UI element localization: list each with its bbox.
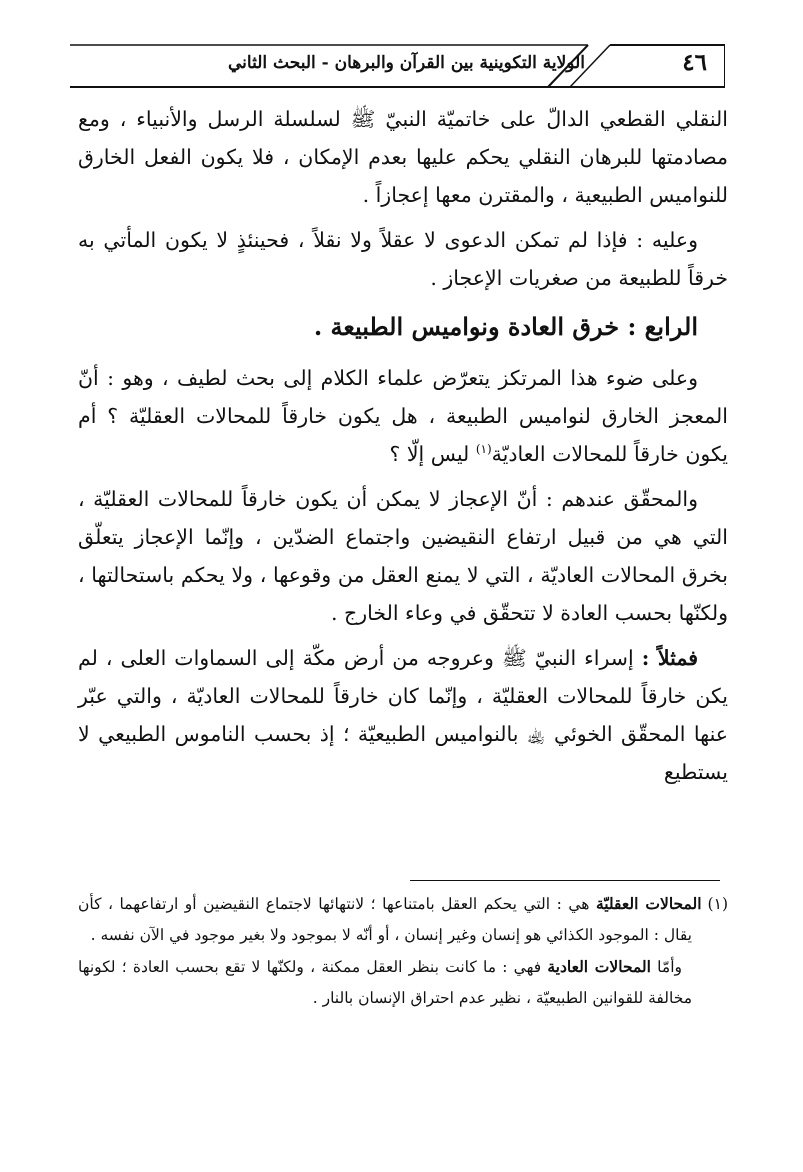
- footnote-marker: (١): [707, 895, 728, 913]
- footnote-term-ordinary: المحالات العادية: [547, 957, 651, 976]
- paragraph-5: [78, 639, 728, 791]
- page-header: [70, 41, 725, 91]
- footnote-term-rational: المحالات العقليّة: [595, 894, 702, 913]
- footnote-reference: (١): [475, 442, 492, 457]
- footnote-2-text: فهي : ما كانت بنظر العقل ممكنة ، ولكنّها لا تقع بحسب العادة ؛ لكونها مخالفة للقوانين الطبيعيّة ، نظير عدم احتراق الإنسان بالنار .: [78, 958, 692, 1007]
- paragraph-1: النقلي القطعي الدالّ على خاتميّة النبيّ ﷺ لسلسلة الرسل والأنبياء ، ومع مصادمتها للبرهان النقلي يحكم عليها بعدم الإمكان ، فلا يكون الفعل الخارق للنواميس الطبيعية ، والمقترن معها إعجازاً .: [78, 107, 728, 207]
- section-heading: الرابع : خرق العادة ونواميس الطبيعة .: [313, 312, 698, 341]
- paragraph-2: وعليه : فإذا لم تمكن الدعوى لا عقلاً ولا نقلاً ، فحينئذٍ لا يكون المأتي به خرقاً للطبيعة من صغريات الإعجاز .: [78, 228, 728, 290]
- main-text: [78, 100, 728, 798]
- paragraph-3-text: وعلى ضوء هذا المرتكز يتعرّض علماء الكلام إلى بحث لطيف ، وهو : أنّ المعجز الخارق لنواميس الطبيعة ، هل يكون خارقاً للمحالات العقليّة ؟ أم يكون خارقاً للمحالات العاديّة: [78, 366, 728, 466]
- paragraph-4: والمحقّق عندهم : أنّ الإعجاز لا يمكن أن يكون خارقاً للمحالات العقليّة ، التي هي من قبيل ارتفاع النقيضين واجتماع الضدّين ، وإنّما الإعجاز يتعلّق بخرق المحالات العاديّة ، التي لا يمنع العقل من وقوعها ، ولا يحكم باستحالتها ، ولكنّها بحسب العادة لا تتحقّق في وعاء الخارج .: [78, 487, 728, 625]
- paragraph-3: [78, 359, 728, 473]
- paragraph-3-end: ليس إلّا ؟: [389, 442, 476, 466]
- paragraph-5-text: إسراء النبيّ ﷺ وعروجه من أرض مكّة إلى السماوات العلى ، لم يكن خارقاً للمحالات العقليّة ، وإنّما كان خارقاً للمحالات العاديّة ، والتي عبّر عنها المحقّق الخوئي ﵀ بالنواميس الطبيعيّة ؛ إذ بحسب الناموس الطبيعي لا يستطيع: [78, 646, 728, 784]
- footnote-1-continued: [78, 951, 728, 1014]
- page-number: ٤٦: [682, 49, 707, 76]
- footnote-separator: [410, 880, 720, 881]
- footnotes: [78, 888, 728, 1014]
- running-title: الولاية التكوينية بين القرآن والبرهان - البحث الثاني: [228, 53, 585, 73]
- footnote-2-lead: وأمّا: [650, 958, 682, 976]
- example-lead: فمثلاً :: [641, 646, 699, 670]
- footnote-1: [78, 888, 728, 951]
- footnote-1-text: هي : التي يحكم العقل بامتناعها ؛ لانتهائها لاجتماع النقيضين أو ارتفاعهما ، كأن يقال : الموجود الكذائي هو إنسان وغير إنسان ، أو أنّه لا بموجود ولا بغير موجود في الآن نفسه .: [78, 895, 692, 944]
